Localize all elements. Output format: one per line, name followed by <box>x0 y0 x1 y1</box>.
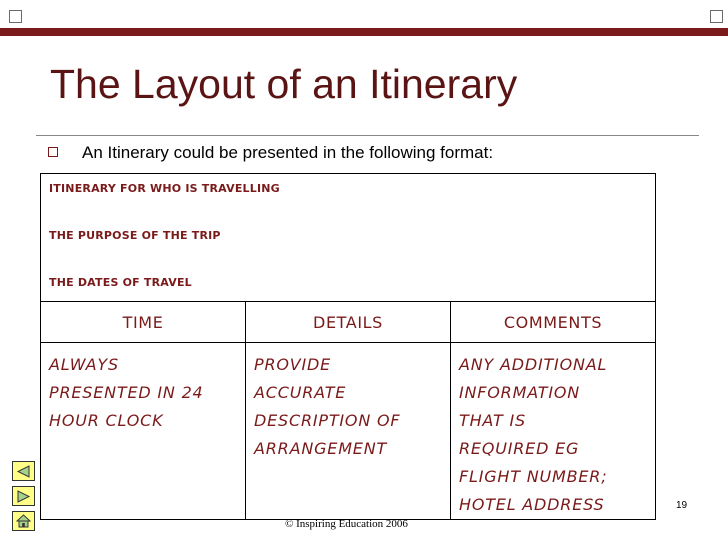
cell-line: HOTEL ADDRESS <box>459 495 605 514</box>
column-header-time: TIME <box>41 302 246 343</box>
cell-line: PROVIDE <box>254 355 332 374</box>
cell-line: PRESENTED IN 24 <box>49 383 204 402</box>
cell-line: ALWAYS <box>49 355 119 374</box>
column-header-comments: COMMENTS <box>451 302 656 343</box>
cell-line: THAT IS <box>459 411 526 430</box>
bullet-text: An Itinerary could be presented in the following format: <box>82 143 494 162</box>
home-icon <box>16 514 31 528</box>
cell-line: FLIGHT NUMBER; <box>459 467 608 486</box>
itinerary-table <box>40 173 656 520</box>
itinerary-header-cell <box>41 174 656 302</box>
header-line-dates: THE DATES OF TRAVEL <box>49 276 192 289</box>
header-line-traveller: ITINERARY FOR WHO IS TRAVELLING <box>49 182 280 195</box>
triangle-left-icon <box>16 465 31 478</box>
cell-comments <box>451 343 656 520</box>
cell-line: ANY ADDITIONAL <box>459 355 608 374</box>
copyright-footer: © Inspiring Education 2006 <box>285 518 408 530</box>
nav-next-button[interactable] <box>12 486 35 506</box>
header-line-purpose: THE PURPOSE OF THE TRIP <box>49 229 221 242</box>
slide-title: The Layout of an Itinerary <box>50 61 518 107</box>
cell-details <box>246 343 451 520</box>
triangle-right-icon <box>16 490 31 503</box>
page-number: 19 <box>676 500 688 511</box>
cell-time <box>41 343 246 520</box>
nav-home-button[interactable] <box>12 511 35 531</box>
cell-line: ACCURATE <box>254 383 347 402</box>
title-divider <box>36 135 699 136</box>
top-accent-bar <box>0 28 728 36</box>
cell-line: REQUIRED EG <box>459 439 580 458</box>
corner-square-left <box>9 10 22 23</box>
cell-line: DESCRIPTION OF <box>254 411 401 430</box>
nav-previous-button[interactable] <box>12 461 35 481</box>
corner-square-right <box>710 10 723 23</box>
cell-line: INFORMATION <box>459 383 581 402</box>
cell-line: ARRANGEMENT <box>254 439 388 458</box>
table-row <box>41 343 656 520</box>
column-header-details: DETAILS <box>246 302 451 343</box>
bullet-square-icon <box>48 147 58 157</box>
cell-line: HOUR CLOCK <box>49 411 164 430</box>
